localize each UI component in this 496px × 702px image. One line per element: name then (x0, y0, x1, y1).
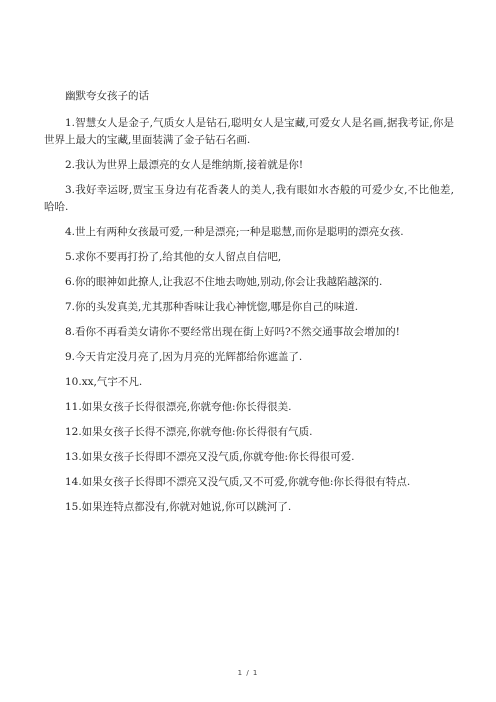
paragraph-15: 15.如果连特点都没有,你就对她说,你可以跳河了. (65, 501, 292, 513)
paragraph-2: 2.我认为世界上最漂亮的女人是维纳斯,接着就是你! (65, 159, 304, 171)
paragraph-9: 9.今天肯定没月亮了,因为月亮的光辉都给你遮盖了. (65, 351, 303, 363)
paragraph-3: 3.我好幸运呀,贾宝玉身边有花香袭人的美人,我有眼如水杏般的可爱少女,不比他差,哈哈. (44, 184, 454, 213)
paragraph-6: 6.你的眼神如此撩人,让我忍不住地去吻她,别动,你会让我越陷越深的. (65, 276, 383, 288)
paragraph-10: 10.xx,气宇不凡. (65, 376, 143, 388)
paragraph-14: 14.如果女孩子长得即不漂亮又没气质,又不可爱,你就夸他:你长得很有特点. (65, 476, 411, 488)
paragraph-4: 4.世上有两种女孩最可爱,一种是漂亮;一种是聪慧,而你是聪明的漂亮女孩. (65, 226, 404, 238)
page-number: 1 / 1 (237, 669, 259, 677)
paragraph-11: 11.如果女孩子长得很漂亮,你就夸他:你长得很美. (65, 401, 292, 413)
paragraph-8: 8.看你不再看美女请你不要经常出现在街上好吗?不然交通事故会增加的! (65, 326, 400, 338)
document-title: 幽默夸女孩子的话 (65, 90, 149, 102)
paragraph-7: 7.你的头发真美,尤其那种香味让我心神恍惚,哪是你自己的味道. (65, 301, 359, 313)
paragraph-5: 5.求你不要再打扮了,给其他的女人留点自信吧, (65, 251, 282, 263)
paragraph-13: 13.如果女孩子长得即不漂亮又没气质,你就夸他:你长得很可爱. (65, 451, 355, 463)
paragraph-1: 1.智慧女人是金子,气质女人是钻石,聪明女人是宝藏,可爱女人是名画,据我考证,你是世界上最大的宝藏,里面装满了金子钻石名画. (44, 117, 454, 146)
paragraph-12: 12.如果女孩子长得不漂亮,你就夸他:你长得很有气质. (65, 426, 313, 438)
document-body (44, 88, 454, 524)
